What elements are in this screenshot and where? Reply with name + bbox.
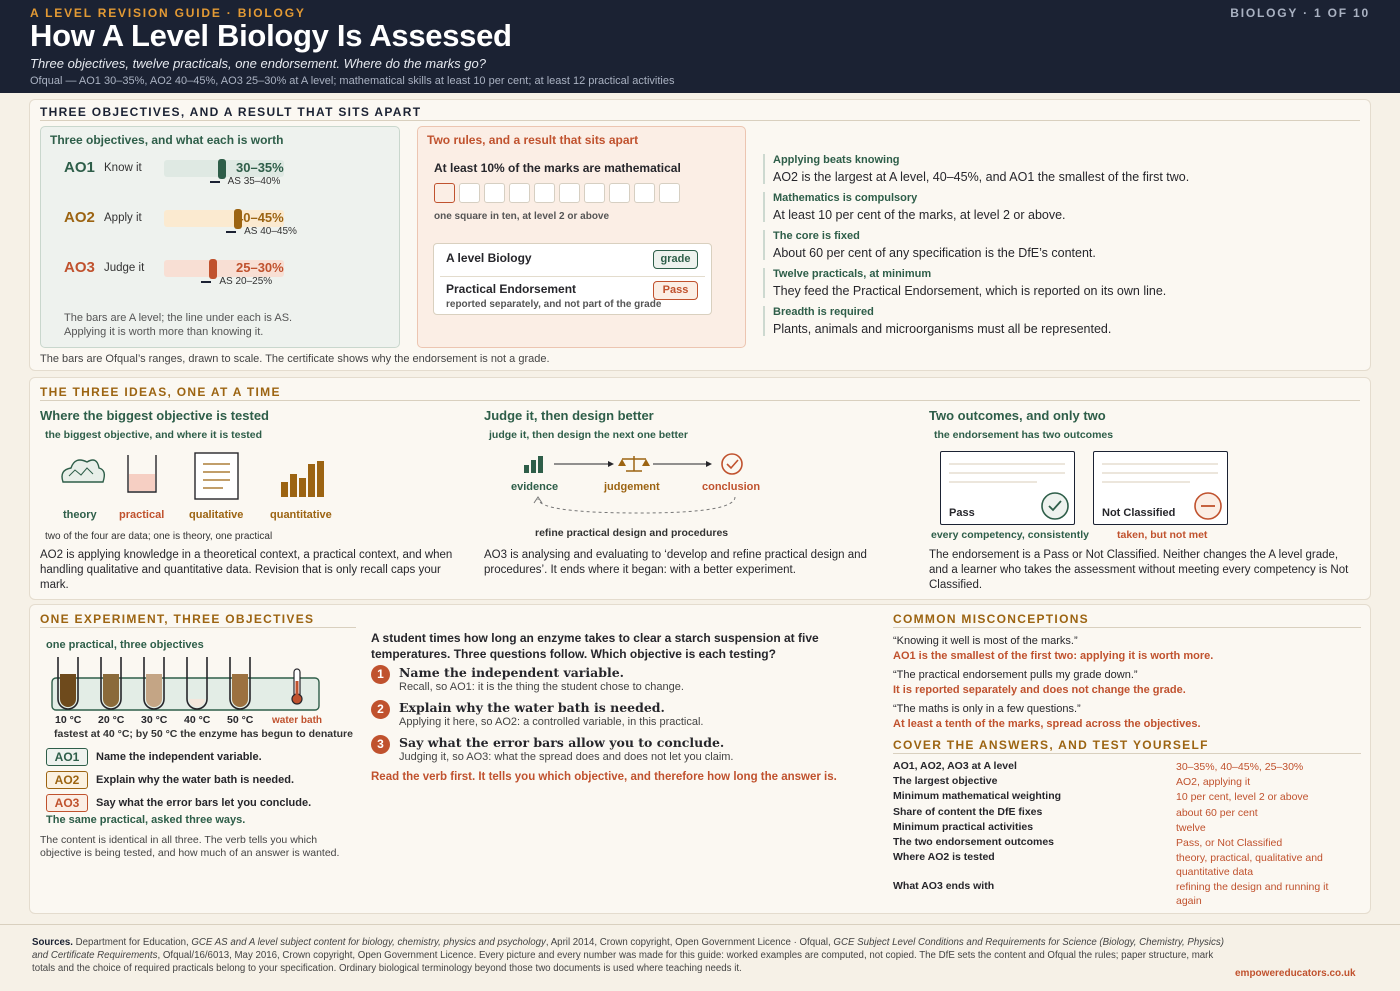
certificate-note: reported separately, and not part of the grade: [446, 299, 662, 310]
ten-percent-square: [609, 183, 630, 203]
ao-tag-text: Explain why the water bath is needed.: [96, 774, 295, 786]
pass-card-label: Pass: [949, 507, 975, 519]
misconception-answer: AO1 is the smallest of the first two: applying it is worth more.: [893, 650, 1214, 662]
col1-body: AO2 is applying knowledge in a theoretical context, a practical context, and when handling qualitative and quantitative data. Revision that is only recall caps your mark.: [40, 549, 453, 591]
col2-title: Judge it, then design better: [484, 408, 654, 423]
cover-question: The two endorsement outcomes: [893, 836, 1055, 848]
beaker-icon: [128, 455, 156, 492]
cover-question: Minimum mathematical weighting: [893, 790, 1062, 802]
evidence-icon: [524, 456, 543, 473]
ao-as-range: AS 20–25%: [219, 276, 273, 287]
ao-code: AO1: [64, 159, 95, 176]
col1-caption: two of the four are data; one is theory, one practical: [45, 531, 273, 542]
ao-name: Apply it: [104, 212, 142, 224]
question-text: Explain why the water bath is needed.: [399, 700, 665, 715]
as-line: [201, 281, 211, 283]
not-classified-caption: taken, but not met: [1117, 529, 1208, 541]
fact-body: They feed the Practical Endorsement, which is reported on its own line.: [773, 284, 1167, 298]
temperature-label: 40 °C: [184, 714, 211, 726]
document-icon: [195, 453, 238, 499]
ten-percent-square: [634, 183, 655, 203]
ao-as-range: AS 35–40%: [227, 176, 281, 187]
cycle-conclusion: conclusion: [702, 481, 761, 493]
ten-percent-square: [559, 183, 580, 203]
page-title: How A Level Biology Is Assessed: [30, 18, 512, 53]
exam-tip: Read the verb first. It tells you which objective, and therefore how long the answer is.: [371, 771, 837, 783]
cover-answer: AO2, applying it: [1176, 776, 1251, 788]
ten-percent-square: [459, 183, 480, 203]
grade-tag: grade: [653, 250, 698, 269]
water-bath-label: water bath: [272, 715, 323, 726]
col1-title: Where the biggest objective is tested: [40, 408, 269, 423]
cycle-diagram: [520, 450, 750, 485]
ao-tag: AO3: [46, 794, 88, 812]
fact-body: About 60 per cent of any specification is the DfE’s content.: [773, 246, 1096, 260]
ao-range: 40–45%: [236, 210, 284, 225]
objectives-note-2: Applying it is worth more than knowing it.: [64, 326, 264, 338]
fact-body: AO2 is the largest at A level, 40–45%, and AO1 the smallest of the first two.: [773, 170, 1190, 184]
question-answer: Recall, so AO1: it is the thing the student chose to change.: [399, 681, 684, 693]
fact-head: Twelve practicals, at minimum: [773, 268, 932, 280]
context-label: quantitative: [270, 509, 332, 521]
ao-name: Judge it: [104, 262, 145, 274]
objectives-card-title: Three objectives, and what each is worth: [50, 133, 284, 147]
fact-head: Applying beats knowing: [773, 154, 900, 166]
squares-caption: one square in ten, at level 2 or above: [434, 211, 610, 222]
pass-caption: every competency, consistently: [931, 529, 1089, 541]
ten-percent-square: [434, 183, 455, 203]
test-tube: [144, 657, 164, 709]
bar-chart-icon: [281, 461, 324, 497]
sources: Sources. Department for Education, GCE AS and A level subject content for biology, chemistry, physics and psychology, April 2014, Crown copyright, Open Government Licence · Ofqual, GCE Subject Level Conditions and Requirements for Science (Biology, Chemistry, Physics) and Certificate Requirements, Ofqual/16/6013, May 2016, Crown copyright, Open Government Licence. Every picture and every number was made for this guide: worked examples are computed, not copied. The DfE sets the content and Ofqual the rules; paper structure, mark totals and the choice of required practicals belong to your specification. Ordinary biological terminology beyond those two documents is used where teaching needs it.: [32, 937, 1224, 974]
ao-tag: AO1: [46, 748, 88, 766]
section-title: ONE EXPERIMENT, THREE OBJECTIVES: [40, 612, 315, 626]
fact-head: The core is fixed: [773, 230, 860, 242]
check-circle-icon: [722, 454, 742, 474]
col1-sub: the biggest objective, and where it is tested: [45, 429, 263, 441]
context-label: practical: [119, 509, 165, 521]
fact-body: At least 10 per cent of the marks, at level 2 or above.: [773, 208, 1066, 222]
objectives-note-1: The bars are A level; the line under each is AS.: [64, 312, 293, 324]
math-rule: At least 10% of the marks are mathematical: [434, 161, 681, 175]
subtitle: Three objectives, twelve practicals, one endorsement. Where do the marks go?: [30, 56, 486, 71]
col2-body: AO3 is analysing and evaluating to ‘develop and refine practical design and procedures’. It ends where it began: with a better experiment.: [484, 549, 867, 576]
experiment-sub: one practical, three objectives: [46, 639, 204, 651]
temperature-label: 50 °C: [227, 714, 254, 726]
not-classified-label: Not Classified: [1102, 507, 1176, 519]
ten-percent-square: [584, 183, 605, 203]
water-bath-diagram: [50, 655, 325, 715]
question-stem: A student times how long an enzyme takes to clear a starch suspension at five temperatures. Three questions follow. Which objective is each testing?: [371, 631, 819, 661]
experiment-note: The content is identical in all three. The verb tells you which objective is being tested, and how much of an answer is wanted.: [40, 834, 340, 859]
loop-caption: refine practical design and procedures: [535, 527, 729, 539]
contexts-icons: [55, 450, 355, 505]
fact-body: Plants, animals and microorganisms must all be represented.: [773, 322, 1112, 336]
as-line: [210, 181, 220, 183]
question-number: 3: [371, 735, 390, 754]
fact-head: Breadth is required: [773, 306, 874, 318]
question-number: 2: [371, 700, 390, 719]
cover-title: COVER THE ANSWERS, AND TEST YOURSELF: [893, 738, 1209, 752]
cover-question: The largest objective: [893, 775, 998, 787]
fact-rule: [763, 268, 765, 298]
cycle-judgement: judgement: [604, 481, 660, 493]
thermometer-icon: [292, 669, 302, 704]
loop-arrow: [530, 495, 750, 517]
cover-answer: refining the design and running it again: [1176, 881, 1329, 907]
minus-icon: [1193, 491, 1223, 521]
as-line: [226, 231, 236, 233]
ao-tag-text: Say what the error bars let you conclude.: [96, 797, 312, 809]
test-tube: [230, 657, 250, 709]
ao-range: 30–35%: [236, 160, 284, 175]
ao-tag-text: Name the independent variable.: [96, 751, 262, 763]
certificate-row-2: Practical Endorsement: [446, 282, 577, 296]
site-link[interactable]: empowereducators.co.uk: [1235, 968, 1356, 979]
pass-tag: Pass: [653, 281, 698, 300]
page-number: BIOLOGY · 1 OF 10: [1230, 6, 1370, 20]
misconceptions-title: COMMON MISCONCEPTIONS: [893, 612, 1089, 626]
meta-line: Ofqual — AO1 30–35%, AO2 40–45%, AO3 25–30% at A level; mathematical skills at least 10 per cent; at least 12 practical activities: [30, 75, 675, 87]
ten-percent-square: [484, 183, 505, 203]
fact-rule: [763, 154, 765, 184]
misconception-answer: It is reported separately and does not change the grade.: [893, 684, 1186, 696]
cycle-evidence: evidence: [511, 481, 559, 493]
ao-bar-marker: [209, 259, 217, 279]
ao-range: 25–30%: [236, 260, 284, 275]
test-tube: [101, 657, 121, 709]
ten-percent-square: [659, 183, 680, 203]
cover-question: What AO3 ends with: [893, 880, 995, 892]
fact-head: Mathematics is compulsory: [773, 192, 918, 204]
check-icon: [1040, 491, 1070, 521]
temperature-label: 20 °C: [98, 714, 125, 726]
rules-card-title: Two rules, and a result that sits apart: [427, 133, 639, 147]
ten-percent-square: [534, 183, 555, 203]
question-text: Name the independent variable.: [399, 665, 625, 680]
question-answer: Judging it, so AO3: what the spread does and does not let you claim.: [399, 751, 734, 763]
col3-body: The endorsement is a Pass or Not Classified. Neither changes the A level grade, and a learner who takes the assessment without meeting every competency is Not Classified.: [929, 549, 1349, 591]
cover-answer: theory, practical, qualitative and quantitative data: [1176, 852, 1323, 878]
cover-question: Where AO2 is tested: [893, 851, 995, 863]
section-caption: The bars are Ofqual’s ranges, drawn to scale. The certificate shows why the endorsement is not a grade.: [40, 353, 550, 365]
ao-bar-marker: [218, 159, 226, 179]
cover-question: AO1, AO2, AO3 at A level: [893, 760, 1017, 772]
cover-answer: Pass, or Not Classified: [1176, 837, 1283, 849]
temperature-label: 10 °C: [55, 714, 82, 726]
misconception-quote: “The maths is only in a few questions.”: [893, 703, 1081, 715]
col2-sub: judge it, then design the next one better: [489, 429, 688, 441]
question-number: 1: [371, 665, 390, 684]
ao-code: AO3: [64, 259, 95, 276]
context-label: qualitative: [189, 509, 244, 521]
header: [0, 0, 1400, 93]
fact-rule: [763, 192, 765, 222]
same-practical: The same practical, asked three ways.: [46, 814, 246, 826]
test-tube: [58, 657, 78, 709]
question-answer: Applying it here, so AO2: a controlled variable, in this practical.: [399, 716, 704, 728]
col3-title: Two outcomes, and only two: [929, 408, 1106, 423]
ao-code: AO2: [64, 209, 95, 226]
context-label: theory: [63, 509, 97, 521]
scales-icon: [618, 456, 650, 471]
ao-as-range: AS 40–45%: [244, 226, 297, 237]
cover-answer: 30–35%, 40–45%, 25–30%: [1176, 761, 1304, 773]
ten-percent-square: [509, 183, 530, 203]
fact-rule: [763, 230, 765, 260]
col3-sub: the endorsement has two outcomes: [934, 429, 1114, 441]
misconception-quote: “The practical endorsement pulls my grade down.”: [893, 669, 1138, 681]
cloud-icon: [62, 460, 104, 482]
misconception-quote: “Knowing it well is most of the marks.”: [893, 635, 1078, 647]
cover-question: Share of content the DfE fixes: [893, 806, 1043, 818]
question-text: Say what the error bars allow you to conclude.: [399, 735, 725, 750]
cover-answer: about 60 per cent: [1176, 807, 1258, 819]
kicker: A LEVEL REVISION GUIDE · BIOLOGY: [30, 6, 306, 20]
cover-question: Minimum practical activities: [893, 821, 1034, 833]
misconception-answer: At least a tenth of the marks, spread across the objectives.: [893, 718, 1201, 730]
section-title: THREE OBJECTIVES, AND A RESULT THAT SITS APART: [40, 105, 422, 119]
section-title: THE THREE IDEAS, ONE AT A TIME: [40, 385, 281, 399]
cover-answer: 10 per cent, level 2 or above: [1176, 791, 1309, 803]
fact-rule: [763, 306, 765, 336]
ao-name: Know it: [104, 162, 142, 174]
certificate-row-1: A level Biology: [446, 251, 532, 265]
experiment-finding: fastest at 40 °C; by 50 °C the enzyme has begun to denature: [54, 728, 353, 740]
ao-tag: AO2: [46, 771, 88, 789]
temperature-label: 30 °C: [141, 714, 168, 726]
cover-answer: twelve: [1176, 822, 1206, 834]
